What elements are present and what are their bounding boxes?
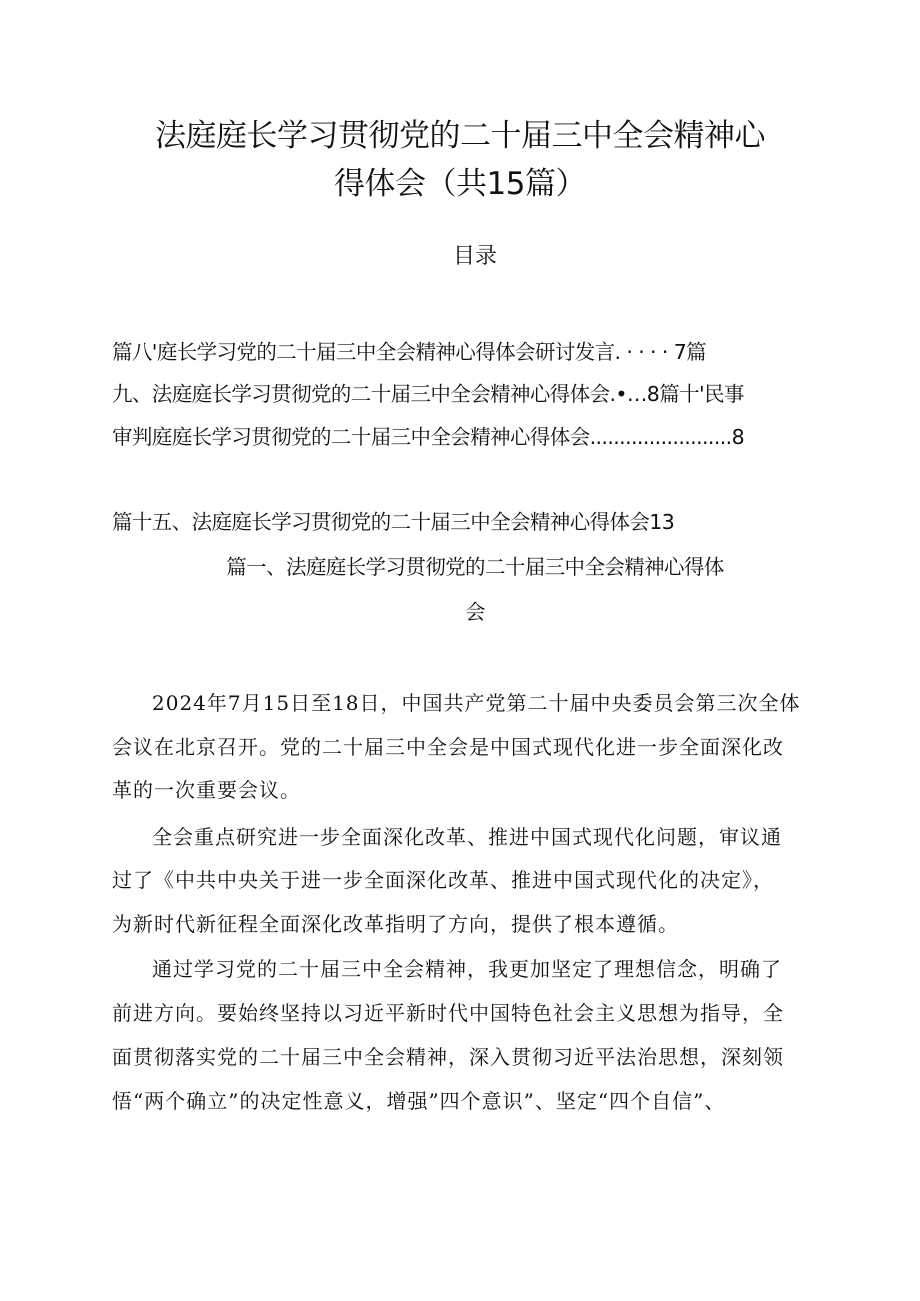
- section-heading-line-1: 篇一、法庭庭长学习贯彻党的二十届三中全会精神心得体: [226, 555, 724, 579]
- paragraph-2-line: 为新时代新征程全面深化改革指明了方向，提供了根本遵循。: [112, 912, 679, 936]
- toc-entry-line[interactable]: 篇八'庭长学习党的二十届三中全会精神心得体会研讨发言. · · · · 7篇: [112, 340, 707, 364]
- toc-heading: 目录: [452, 244, 497, 269]
- paragraph-3-line: 面贯彻落实党的二十届三中全会精神，深入贯彻习近平法治思想，深刻领: [112, 1045, 784, 1069]
- paragraph-3-line: 通过学习党的二十届三中全会精神，我更加坚定了理想信念，明确了: [152, 957, 782, 981]
- section-heading-line-2: 会: [465, 600, 485, 624]
- toc-entry-line[interactable]: 篇十五、法庭庭长学习贯彻党的二十届三中全会精神心得体会13: [112, 510, 675, 534]
- paragraph-2-line: 全会重点研究进一步全面深化改革、推进中国式现代化问题，审议通: [152, 825, 782, 849]
- paragraph-3-line: 悟“两个确立”的决定性意义，增强”四个意识”、坚定“四个自信”、: [112, 1089, 726, 1113]
- toc-entry-line[interactable]: 九、法庭庭长学习贯彻党的二十届三中全会精神心得体会.•…8篇十'民事: [112, 382, 744, 406]
- paragraph-3-line: 前进方向。要始终坚持以习近平新时代中国特色社会主义思想为指导，全: [112, 1001, 784, 1025]
- toc-entry-line[interactable]: 审判庭庭长学习贯彻党的二十届三中全会精神心得体会........................8: [112, 425, 745, 449]
- paragraph-1-line: 2024年7月15日至18日，中国共产党第二十届中央委员会第三次全体: [152, 691, 801, 715]
- paragraph-2-line: 过了《中共中央关于进一步全面深化改革、推进中国式现代化的决定》，: [112, 868, 774, 892]
- document-title-line-1: 法庭庭长学习贯彻党的二十届三中全会精神心: [155, 118, 765, 154]
- paragraph-1-line: 革的一次重要会议。: [112, 778, 301, 802]
- paragraph-1-line: 会议在北京召开。党的二十届三中全会是中国式现代化进一步全面深化改: [112, 735, 784, 759]
- document-title-line-2: 得体会（共15篇）: [334, 166, 586, 202]
